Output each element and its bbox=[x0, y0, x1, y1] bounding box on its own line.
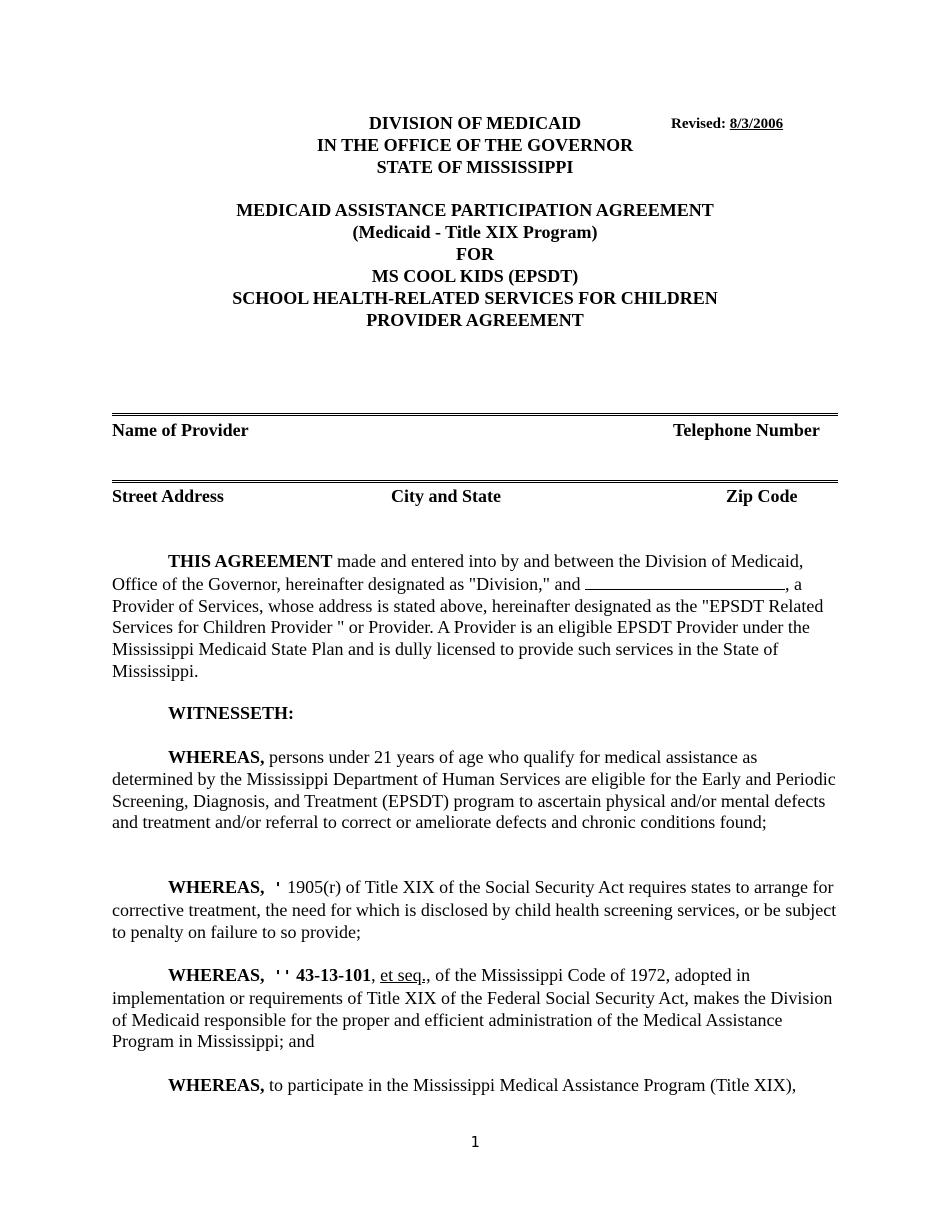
whereas-1-text: persons under 21 years of age who qualify for medical assistance as determined by the Mississippi Department of Human Services are eligible for the Early and Periodic Screening, Diagnosis, and Treatment (EPSDT) program to ascertain physical and/or mental defects and treatment and/or referral to correct or ameliorate defects and chronic conditions found; bbox=[112, 747, 836, 833]
whereas-paragraph-2 bbox=[112, 877, 838, 943]
revised-label: Revised: bbox=[671, 116, 726, 132]
title-line-2: (Medicaid - Title XIX Program) bbox=[352, 222, 598, 242]
agency-line-2: IN THE OFFICE OF THE GOVERNOR bbox=[316, 135, 634, 155]
agency-line-3: STATE OF MISSISSIPPI bbox=[376, 157, 574, 177]
title-line-6: PROVIDER AGREEMENT bbox=[366, 310, 584, 330]
zip-code-label: Zip Code bbox=[726, 486, 798, 506]
agreement-title bbox=[0, 199, 950, 331]
telephone-number-label: Telephone Number bbox=[673, 420, 820, 440]
whereas-2-lead: WHEREAS, bbox=[168, 877, 265, 897]
provider-name-blank[interactable] bbox=[585, 573, 785, 590]
title-line-4: MS COOL KIDS (EPSDT) bbox=[371, 266, 579, 286]
title-line-5: SCHOOL HEALTH-RELATED SERVICES FOR CHILDREN bbox=[232, 288, 718, 308]
title-line-3: FOR bbox=[456, 244, 494, 264]
revised-stamp bbox=[671, 116, 783, 133]
agreement-paragraph bbox=[112, 551, 838, 683]
whereas-4-text: to participate in the Mississippi Medical Assistance Program (Title XIX), bbox=[264, 1075, 797, 1095]
witnesseth-heading bbox=[112, 703, 838, 725]
whereas-paragraph-1 bbox=[112, 747, 838, 834]
witnesseth-label: WITNESSETH: bbox=[168, 703, 295, 723]
agency-line-1: DIVISION OF MEDICAID bbox=[368, 113, 582, 133]
whereas-3-text: of the Mississippi Code of 1972, adopted in implementation or requirements of Title XIX of the Federal Social Security Act, makes the Division of Medicaid responsible for the proper and efficient administration of the Medical Assistance Program in Mississippi; and bbox=[112, 965, 833, 1052]
section-symbol-double: '' bbox=[264, 967, 292, 985]
whereas-paragraph-3 bbox=[112, 965, 838, 1053]
title-line-1: MEDICAID ASSISTANCE PARTICIPATION AGREEMENT bbox=[236, 200, 714, 220]
whereas-4-lead: WHEREAS, bbox=[168, 1075, 265, 1095]
whereas-2-text: 1905(r) of Title XIX of the Social Security Act requires states to arrange for corrective treatment, the need for which is disclosed by child health screening services, or be subject to penalty on failure to so provide; bbox=[112, 877, 837, 942]
agreement-lead: THIS AGREEMENT bbox=[168, 551, 333, 571]
name-of-provider-label: Name of Provider bbox=[112, 420, 249, 440]
et-seq: et seq., bbox=[380, 965, 431, 985]
section-symbol: ' bbox=[264, 879, 283, 897]
agreement-text-1: made and entered into by and between the Division of Medicaid, Office of the Governor, hereinafter designated as "Division," and bbox=[112, 551, 804, 594]
whereas-paragraph-4 bbox=[112, 1075, 838, 1097]
code-reference: 43-13-101 bbox=[291, 965, 372, 985]
street-address-label: Street Address bbox=[112, 486, 224, 506]
agreement-text-2: , a Provider of Services, whose address is stated above, hereinafter designated as the "EPSDT Related Services for Children Provider " or Provider. A Provider is an eligible EPSDT Provider under the Mississippi Medicaid State Plan and is dully licensed to provide such services in the State of Mississippi. bbox=[112, 573, 824, 681]
page-number: 1 bbox=[470, 1133, 480, 1151]
whereas-3-lead: WHEREAS, bbox=[168, 965, 265, 985]
provider-name-rule bbox=[112, 413, 838, 416]
whereas-1-lead: WHEREAS, bbox=[168, 747, 265, 767]
whereas-3-comma: , bbox=[371, 965, 381, 985]
address-rule bbox=[112, 480, 838, 483]
city-and-state-label: City and State bbox=[391, 486, 502, 506]
agency-header bbox=[0, 112, 950, 178]
revised-date: 8/3/2006 bbox=[729, 116, 784, 132]
